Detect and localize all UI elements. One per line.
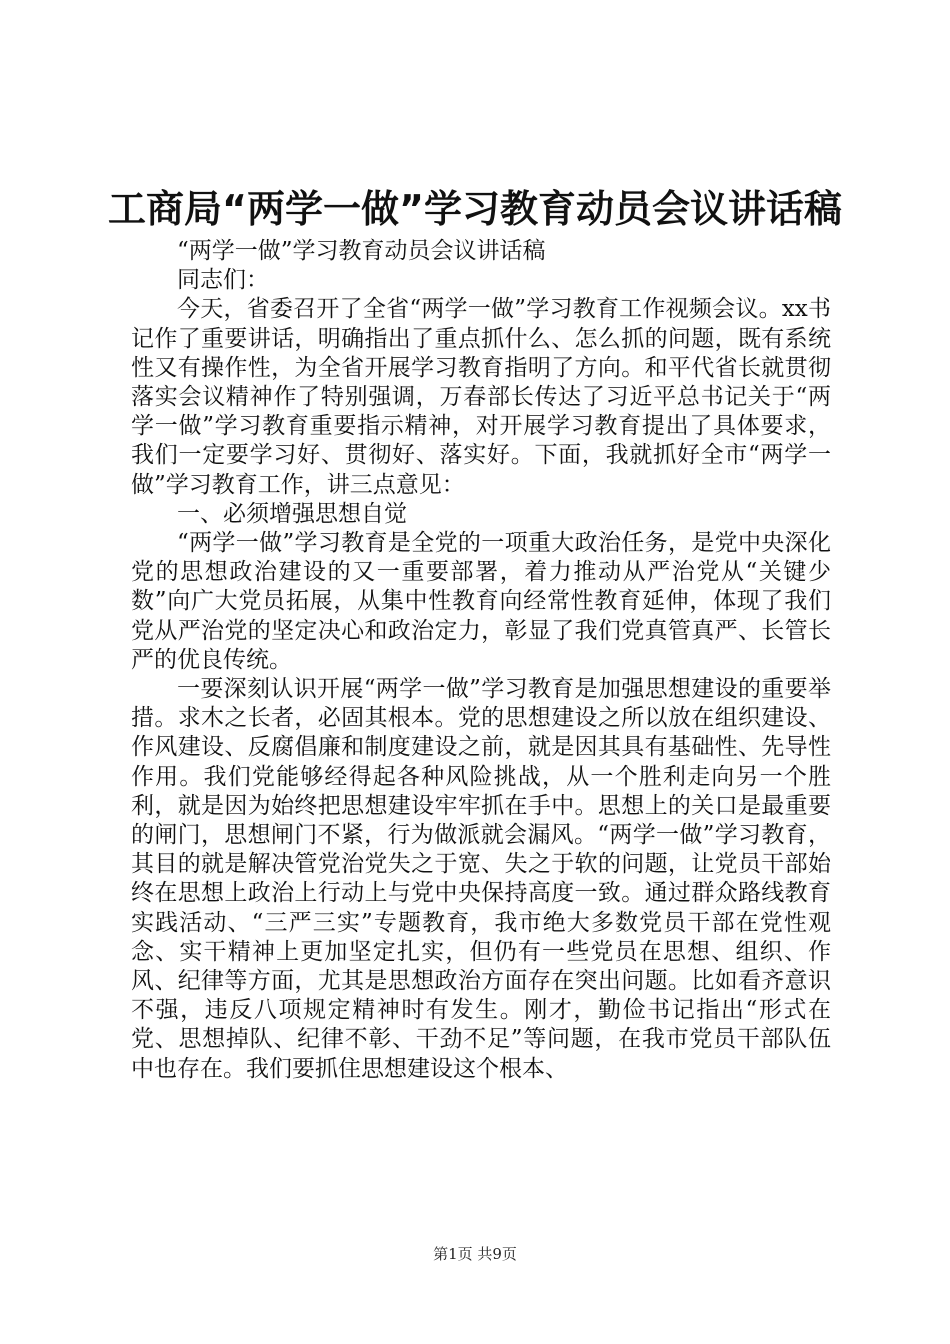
section-heading: 一、必须增强思想自觉 [177, 500, 407, 527]
body-paragraph: “两学一做”学习教育是全党的一项重大政治任务，是党中央深化党的思想政治建设的又一重要部署，着力推动从严治党从“关键少数”向广大党员拓展，从集中性教育向经常性教育延伸，体现了我们党从严治党的坚定决心和政治定力，彰显了我们党真管真严、长管长严的优良传统。 [131, 530, 831, 673]
document-title: 工商局“两学一做”学习教育动员会议讲话稿 [108, 187, 842, 231]
body-paragraph: 一要深刻认识开展“两学一做”学习教育是加强思想建设的重要举措。求木之长者，必固其根本。党的思想建设之所以放在组织建设、作风建设、反腐倡廉和制度建设之前，就是因其具有基础性、先导性作用。我们党能够经得起各种风险挑战，从一个胜利走向另一个胜利，就是因为始终把思想建设牢牢抓在手中。思想上的关口是最重要的闸门，思想闸门不紧，行为做派就会漏风。“两学一做”学习教育，其目的就是解决管党治党失之于宽、失之于软的问题，让党员干部始终在思想上政治上行动上与党中央保持高度一致。通过群众路线教育实践活动、“三严三实”专题教育，我市绝大多数党员干部在党性观念、实干精神上更加坚定扎实，但仍有一些党员在思想、组织、作风、纪律等方面，尤其是思想政治方面存在突出问题。比如看齐意识不强，违反八项规定精神时有发生。刚才，勤俭书记指出“形式在党、思想掉队、纪律不彰、干劲不足”等问题，在我市党员干部队伍中也存在。我们要抓住思想建设这个根本、 [131, 676, 831, 1082]
salutation-paragraph: 同志们： [177, 267, 269, 294]
page-number-footer: 第1页 共9页 [433, 1245, 517, 1263]
document-body [131, 237, 831, 1084]
body-paragraph: 今天，省委召开了全省“两学一做”学习教育工作视频会议。xx书记作了重要讲话，明确指出了重点抓什么、怎么抓的问题，既有系统性又有操作性，为全省开展学习教育指明了方向。和平代省长就贯彻落实会议精神作了特别强调，万春部长传达了习近平总书记关于“两学一做”学习教育重要指示精神，对开展学习教育提出了具体要求，我们一定要学习好、贯彻好、落实好。下面，我就抓好全市“两学一做”学习教育工作，讲三点意见： [131, 296, 831, 498]
subtitle-paragraph: “两学一做”学习教育动员会议讲话稿 [177, 238, 546, 264]
